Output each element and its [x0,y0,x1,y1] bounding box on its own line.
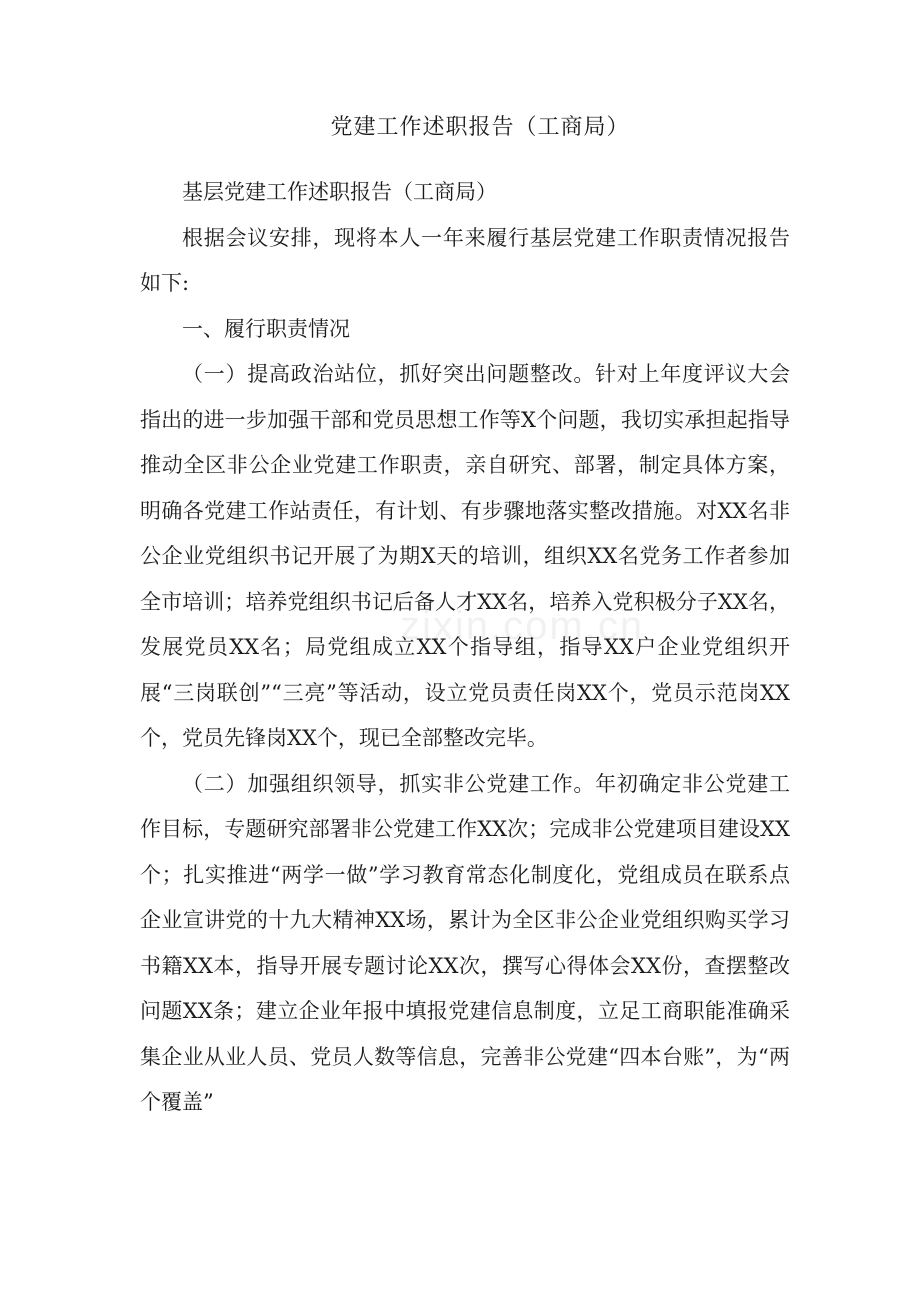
section-heading: 一、履行职责情况 [182,316,350,341]
paragraph-item-2: （二）加强组织领导，抓实非公党建工作。年初确定非公党建工作目标，专题研究部署非公党建工作XX次；完成非公党建项目建设XX个；扎实推进“两学一做”学习教育常态化制度化，党组成员在联系点企业宣讲党的十九大精神XX场，累计为全区非公企业党组织购买学习书籍XX本，指导开展专题讨论XX次，撰写心得体会XX份，查摆整改问题XX条；建立企业年报中填报党建信息制度，立足工商职能准确采集企业从业人员、党员人数等信息，完善非公党建“四本台账”，为“两个覆盖” [140,771,790,1114]
document-title: 党建工作述职报告（工商局） [330,115,630,140]
paragraph-intro: 根据会议安排，现将本人一年来履行基层党建工作职责情况报告如下: [140,225,790,295]
watermark: zixin.com.cn [400,604,645,648]
paragraph-item-1: （一）提高政治站位，抓好突出问题整改。针对上年度评议大会指出的进一步加强干部和党员思想工作等X个问题，我切实承担起指导推动全区非公企业党建工作职责，亲自研究、部署，制定具体方案，明确各党建工作站责任，有计划、有步骤地落实整改措施。对XX名非公企业党组织书记开展了为期X天的培训，组织XX名党务工作者参加全市培训；培养党组织书记后备人才XX名，培养入党积极分子XX名，发展党员XX名；局党组成立XX个指导组，指导XX户企业党组织开展“三岗联创”“三亮”等活动，设立党员责任岗XX个，党员示范岗XX个，党员先锋岗XX个，现已全部整改完毕。 [140,362,790,750]
paragraph-subtitle: 基层党建工作述职报告（工商局） [182,180,497,204]
